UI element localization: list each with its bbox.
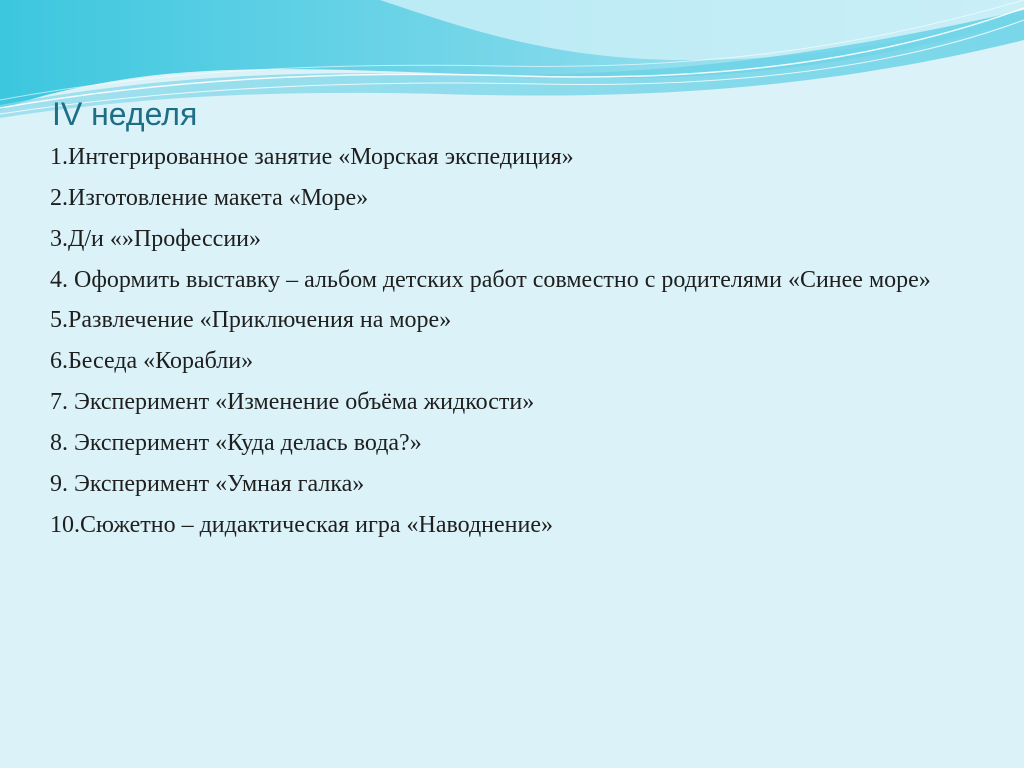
list-item: 9. Эксперимент «Умная галка»	[50, 471, 365, 497]
list-item: 10.Сюжетно – дидактическая игра «Наводнение»	[50, 512, 553, 538]
list-item: 6.Беседа «Корабли»	[50, 348, 254, 374]
list-item: 4. Оформить выставку – альбом детских работ совместно с родителями «Синее море»	[50, 267, 931, 293]
slide-title: IV неделя	[52, 96, 198, 132]
list-item: 7. Эксперимент «Изменение объёма жидкости»	[50, 389, 535, 415]
activity-list	[50, 141, 950, 550]
list-item: 1.Интегрированное занятие «Морская экспедиция»	[50, 144, 574, 170]
list-item: 5.Развлечение «Приключения на море»	[50, 307, 452, 333]
list-item: 8. Эксперимент «Куда делась вода?»	[50, 430, 422, 456]
list-item: 3.Д/и «»Профессии»	[50, 226, 262, 252]
list-item: 2.Изготовление макета «Море»	[50, 185, 369, 211]
